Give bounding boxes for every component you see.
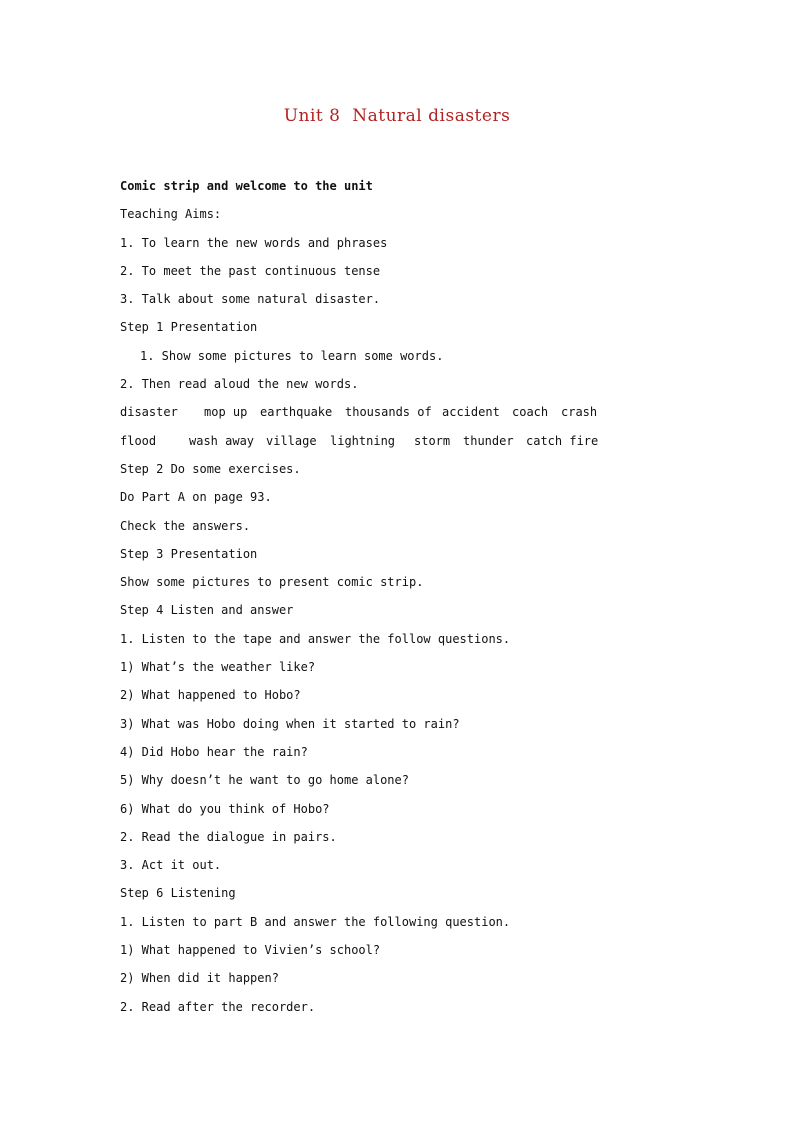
vocab-word: village bbox=[266, 433, 317, 448]
step-heading: Step 2 Do some exercises. bbox=[120, 461, 301, 476]
step-item: Check the answers. bbox=[120, 518, 251, 533]
vocab-word: coach bbox=[512, 405, 549, 420]
vocab-word: flood bbox=[120, 433, 157, 448]
step-item: 1. Listen to the tape and answer the follow questions. bbox=[120, 631, 511, 646]
aim-item: 2. To meet the past continuous tense bbox=[120, 263, 381, 278]
step-item: Show some pictures to present comic strip. bbox=[120, 575, 424, 590]
question-item: 2) When did it happen? bbox=[120, 971, 279, 986]
vocab-row bbox=[120, 402, 720, 430]
vocab-row bbox=[120, 431, 720, 459]
step-heading: Step 6 Listening bbox=[120, 886, 236, 901]
question-item: 4) Did Hobo hear the rain? bbox=[120, 744, 308, 759]
vocab-word: crash bbox=[561, 405, 598, 420]
question-item: 1) What happened to Vivien’s school? bbox=[120, 943, 381, 958]
vocab-word: thousands of bbox=[345, 405, 432, 420]
teaching-aims-label: Teaching Aims: bbox=[120, 207, 222, 222]
vocab-word: disaster bbox=[120, 405, 178, 420]
step-item: 3. Act it out. bbox=[120, 858, 222, 873]
step-item: Do Part A on page 93. bbox=[120, 490, 272, 505]
aim-item: 1. To learn the new words and phrases bbox=[120, 235, 388, 250]
step-heading: Step 3 Presentation bbox=[120, 546, 258, 561]
vocab-word: storm bbox=[414, 433, 451, 448]
step-heading: Step 4 Listen and answer bbox=[120, 603, 294, 618]
step-item: 2. Then read aloud the new words. bbox=[120, 377, 359, 392]
vocab-word: catch fire bbox=[526, 433, 599, 448]
vocab-word: earthquake bbox=[260, 405, 333, 420]
vocab-word: thunder bbox=[463, 433, 514, 448]
vocab-word: mop up bbox=[204, 405, 248, 420]
question-item: 5) Why doesn’t he want to go home alone? bbox=[120, 773, 409, 788]
step-item: 1. Listen to part B and answer the following question. bbox=[120, 914, 511, 929]
vocab-word: accident bbox=[442, 405, 500, 420]
question-item: 2) What happened to Hobo? bbox=[120, 688, 301, 703]
question-item: 6) What do you think of Hobo? bbox=[120, 801, 330, 816]
aim-item: 3. Talk about some natural disaster. bbox=[120, 292, 381, 307]
step-item: 2. Read the dialogue in pairs. bbox=[120, 829, 337, 844]
vocab-word: wash away bbox=[189, 433, 255, 448]
question-item: 3) What was Hobo doing when it started to rain? bbox=[120, 716, 460, 731]
question-item: 1) What’s the weather like? bbox=[120, 660, 316, 675]
step-item: 2. Read after the recorder. bbox=[120, 999, 316, 1014]
step-item: 1. Show some pictures to learn some words. bbox=[140, 348, 444, 363]
lesson-plan-body bbox=[120, 176, 720, 1025]
step-heading: Step 1 Presentation bbox=[120, 320, 258, 335]
page-title: Unit 8 Natural disasters bbox=[283, 106, 511, 126]
section-heading: Comic strip and welcome to the unit bbox=[120, 179, 373, 193]
vocab-word: lightning bbox=[330, 433, 396, 448]
